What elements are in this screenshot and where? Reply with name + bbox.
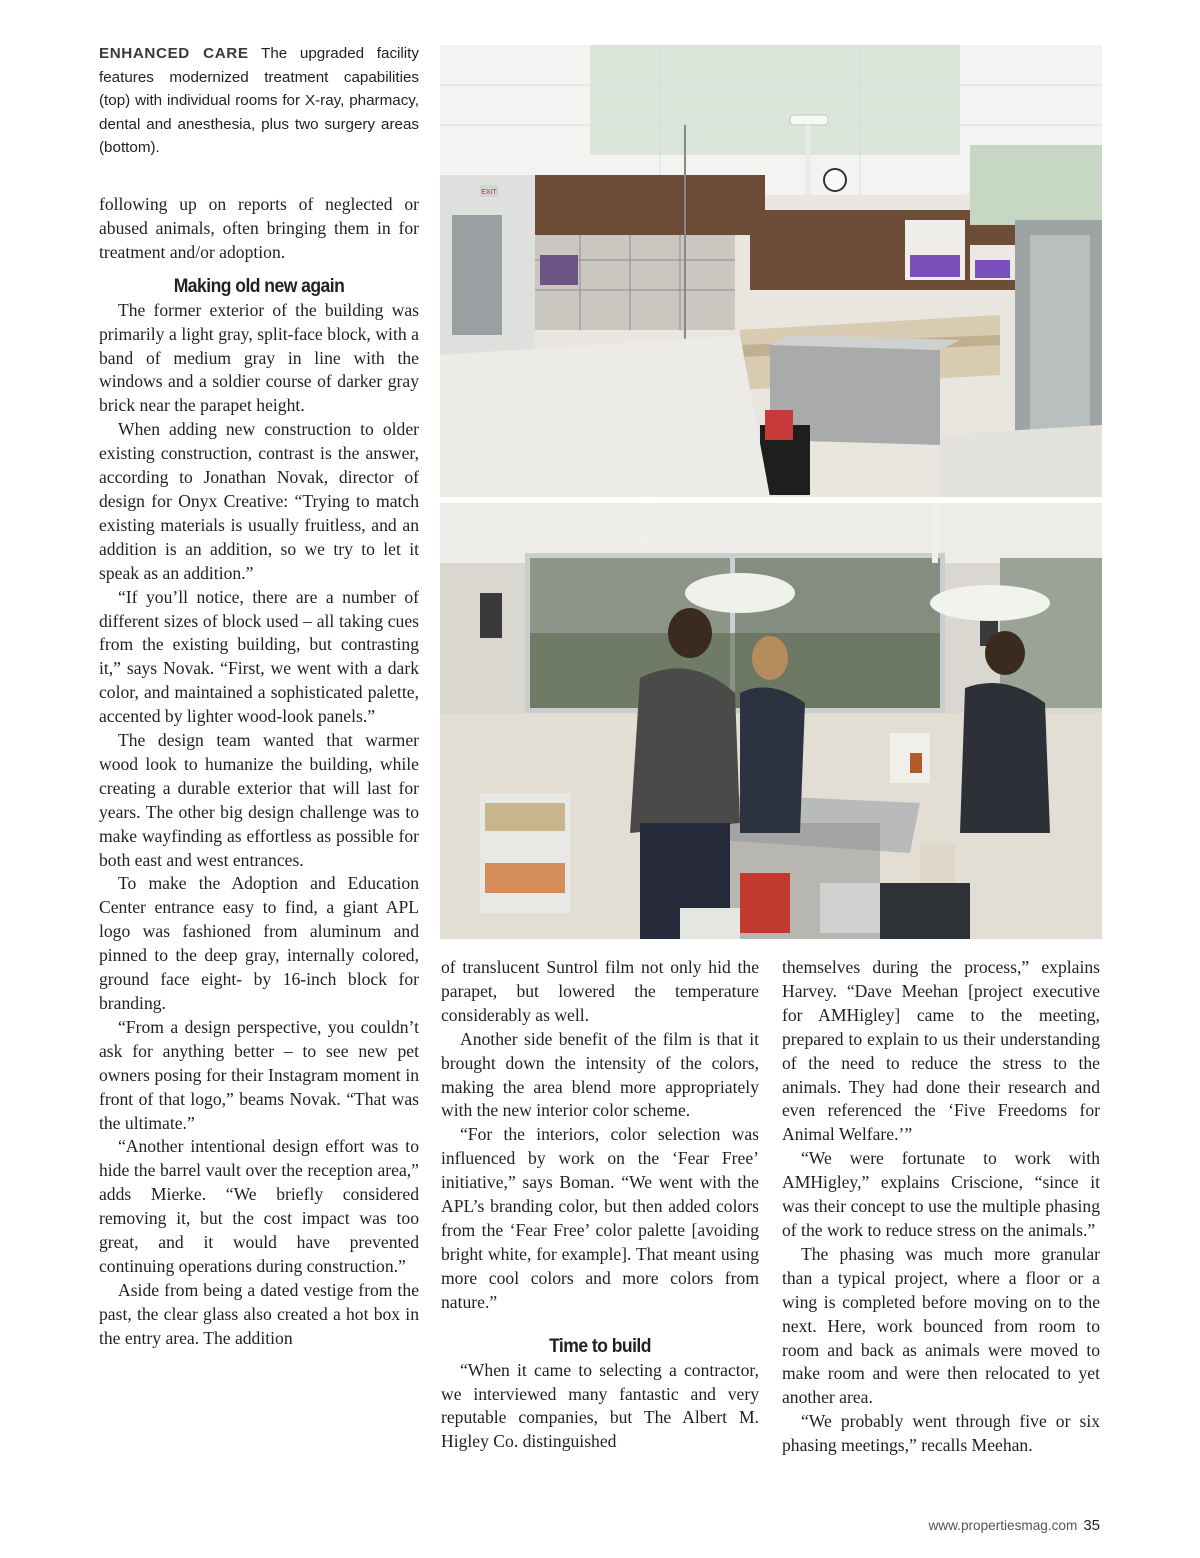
paragraph: “When it came to selecting a contractor, we interviewed many fantastic and very reputable companies, but The Albert M. Higley Co. distinguished	[441, 1359, 759, 1452]
treatment-room-photo	[440, 45, 1102, 497]
page-footer	[928, 1517, 1100, 1534]
paragraph: The former exterior of the building was primarily a light gray, split-face block, with a band of medium gray in line with the windows and a soldier course of darker gray brick near the parapet height.	[99, 299, 419, 416]
text-column-1	[99, 193, 419, 1351]
paragraph: The phasing was much more granular than a typical project, where a floor or a wing is completed before moving on to the next. Here, work bounced from room to room and back as animals were moved to make room and were then relocated to yet another area.	[782, 1243, 1100, 1408]
paragraph: of translucent Suntrol film not only hid the parapet, but lowered the temperature considerably as well.	[441, 957, 759, 1025]
caption-text: The upgraded facility features modernized treatment capabilities (top) with individual rooms for X-ray, pharmacy, dental and anesthesia, plus two surgery areas (bottom).	[99, 45, 419, 157]
paragraph: “For the interiors, color selection was influenced by work on the ‘Fear Free’ initiative,” says Boman. “We went with the APL’s branding color, but then added colors from the ‘Fear Free’ color palette [avoiding bright white, for example]. That meant using more cool colors and more colors from nature.”	[441, 1124, 759, 1312]
paragraph: “We probably went through five or six phasing meetings,” recalls Meehan.	[782, 1411, 1100, 1456]
paragraph: Aside from being a dated vestige from the past, the clear glass also created a hot box in the entry area. The addition	[99, 1279, 419, 1348]
section-heading: Time to build	[549, 1334, 651, 1357]
paragraph: themselves during the process,” explains Harvey. “Dave Meehan [project executive for AMHigley] came to the meeting, prepared to explain to us their understanding of the need to reduce the stress to the animals. They had done their research and even referenced the ‘Five Freedoms for Animal Welfare.’”	[782, 957, 1100, 1145]
paragraph: Another side benefit of the film is that it brought down the intensity of the colors, making the area blend more appropriately with the new interior color scheme.	[441, 1028, 759, 1121]
surgery-room-photo	[440, 503, 1102, 939]
photo-caption	[99, 42, 419, 160]
caption-lead: ENHANCED CARE	[99, 45, 249, 62]
text-column-3	[782, 956, 1100, 1458]
section-heading: Making old new again	[173, 274, 345, 297]
paragraph: “Another intentional design effort was to hide the barrel vault over the reception area,” adds Mierke. “We briefly considered removing it, but the cost impact was too great, and it would have prevented continuing operations during construction.”	[99, 1136, 419, 1276]
paragraph: following up on reports of neglected or abused animals, often bringing them in for treatment and/or adoption.	[99, 194, 419, 262]
paragraph: “From a design perspective, you couldn’t ask for anything better – to see new pet owners posing for their Instagram moment in front of that logo,” beams Novak. “That was the ultimate.”	[99, 1016, 419, 1133]
paragraph: When adding new construction to older existing construction, contrast is the answer, according to Jonathan Novak, director of design for Onyx Creative: “Trying to match existing materials is usually fruitless, and an addition is an addition, so we try to let it speak as an addition.”	[99, 419, 419, 583]
text-column-2	[441, 956, 759, 1454]
exit-sign-text: EXIT	[481, 189, 497, 196]
paragraph: The design team wanted that warmer wood look to humanize the building, while creating a durable exterior that will last for years. The other big design challenge was to make wayfinding as effortless as possible for both east and west entrances.	[99, 730, 419, 870]
page-number: 35	[1083, 1517, 1100, 1534]
paragraph: To make the Adoption and Education Center entrance easy to find, a giant APL logo was fashioned from aluminum and pinned to the deep gray, internally colored, ground face eight- by 16-inch block for branding.	[99, 873, 419, 1013]
paragraph: “If you’ll notice, there are a number of different sizes of block used – all taking cues from the existing building, but contrasting it,” says Novak. “First, we went with a dark color, and maintained a sophisticated palette, accented by lighter wood-look panels.”	[99, 586, 419, 727]
website-url: www.propertiesmag.com	[928, 1518, 1078, 1533]
paragraph: “We were fortunate to work with AMHigley,” explains Criscione, “since it was their concept to use the multiple phasing of the work to reduce stress on the animals.”	[782, 1148, 1100, 1240]
